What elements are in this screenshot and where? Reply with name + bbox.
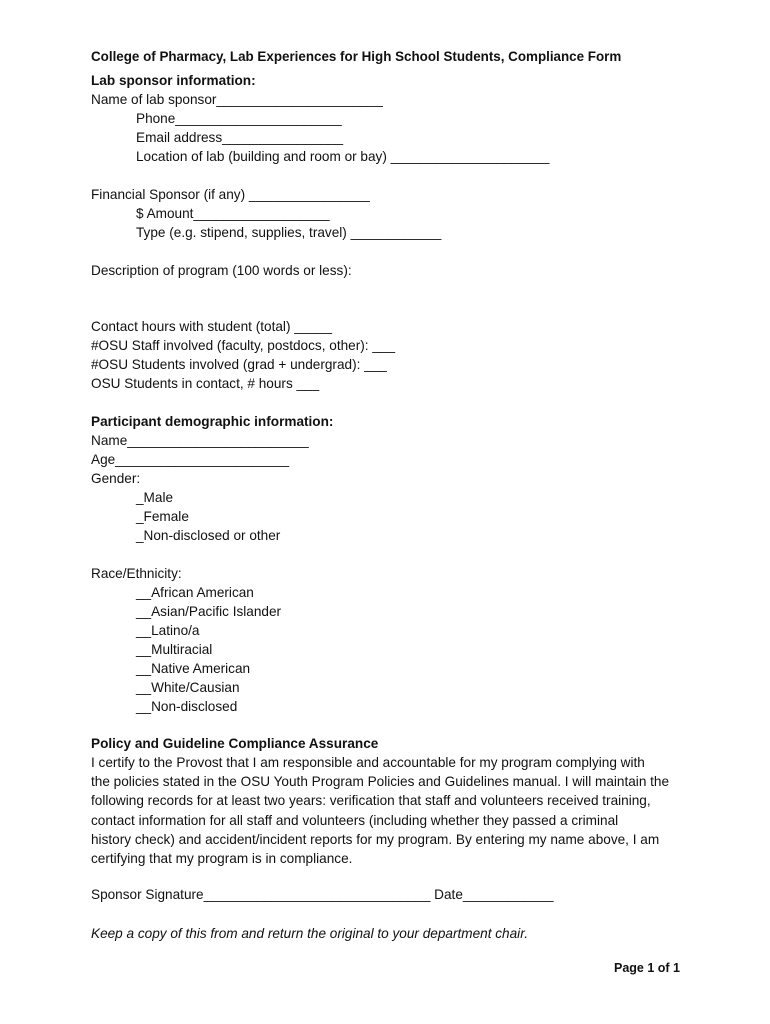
participant-age-field[interactable]: Age_______________________ [91,452,290,467]
policy-line: the policies stated in the OSU Youth Program Policies and Guidelines manual. I will maintain the [91,774,670,790]
race-option-multiracial[interactable]: __Multiracial [136,642,213,657]
policy-paragraph [91,753,691,868]
race-option-white[interactable]: __White/Causian [136,680,240,695]
race-option-african-american[interactable]: __African American [136,585,254,600]
policy-line: following records for at least two years: verification that staff and volunteers received training, [91,793,651,809]
form-title: College of Pharmacy, Lab Experiences for High School Students, Compliance Form [91,49,622,64]
signature-date-field[interactable]: Sponsor Signature______________________________ Date____________ [91,887,554,902]
policy-line: history check) and accident/incident reports for my program. By entering my name above, I am [91,831,660,847]
phone-field[interactable]: Phone______________________ [136,111,342,126]
race-option-asian-pacific[interactable]: __Asian/Pacific Islander [136,604,282,619]
gender-option-female[interactable]: _Female [136,509,189,524]
policy-line: contact information for all staff and volunteers (including whether they passed a criminal [91,812,619,828]
sponsor-name-field[interactable]: Name of lab sponsor______________________ [91,92,383,107]
policy-line: I certify to the Provost that I am responsible and accountable for my program complying with [91,755,645,770]
race-option-native-american[interactable]: __Native American [136,661,251,676]
gender-option-male[interactable]: _Male [136,490,174,505]
program-description-label: Description of program (100 words or less): [91,263,352,278]
student-count-field[interactable]: #OSU Students involved (grad + undergrad): ___ [91,357,387,372]
participant-name-field[interactable]: Name________________________ [91,433,309,448]
contact-hours-field[interactable]: Contact hours with student (total) _____ [91,319,333,334]
lab-location-field[interactable]: Location of lab (building and room or bay) _____________________ [136,149,550,164]
race-option-latino[interactable]: __Latino/a [136,623,200,638]
policy-line: certifying that my program is in compliance. [91,851,353,867]
race-option-non-disclosed[interactable]: __Non-disclosed [136,699,238,714]
policy-heading: Policy and Guideline Compliance Assurance [91,736,379,751]
financial-sponsor-field[interactable]: Financial Sponsor (if any) ________________ [91,187,370,202]
return-instructions: Keep a copy of this from and return the original to your department chair. [91,926,528,941]
amount-field[interactable]: $ Amount__________________ [136,206,330,221]
email-field[interactable]: Email address________________ [136,130,344,145]
gender-option-other[interactable]: _Non-disclosed or other [136,528,281,543]
funding-type-field[interactable]: Type (e.g. stipend, supplies, travel) ____________ [136,225,442,240]
page-number: Page 1 of 1 [614,961,680,975]
student-hours-field[interactable]: OSU Students in contact, # hours ___ [91,376,320,391]
race-label: Race/Ethnicity: [91,566,182,581]
sponsor-heading: Lab sponsor information: [91,73,256,88]
staff-count-field[interactable]: #OSU Staff involved (faculty, postdocs, other): ___ [91,338,396,353]
participant-heading: Participant demographic information: [91,414,334,429]
gender-label: Gender: [91,471,141,486]
